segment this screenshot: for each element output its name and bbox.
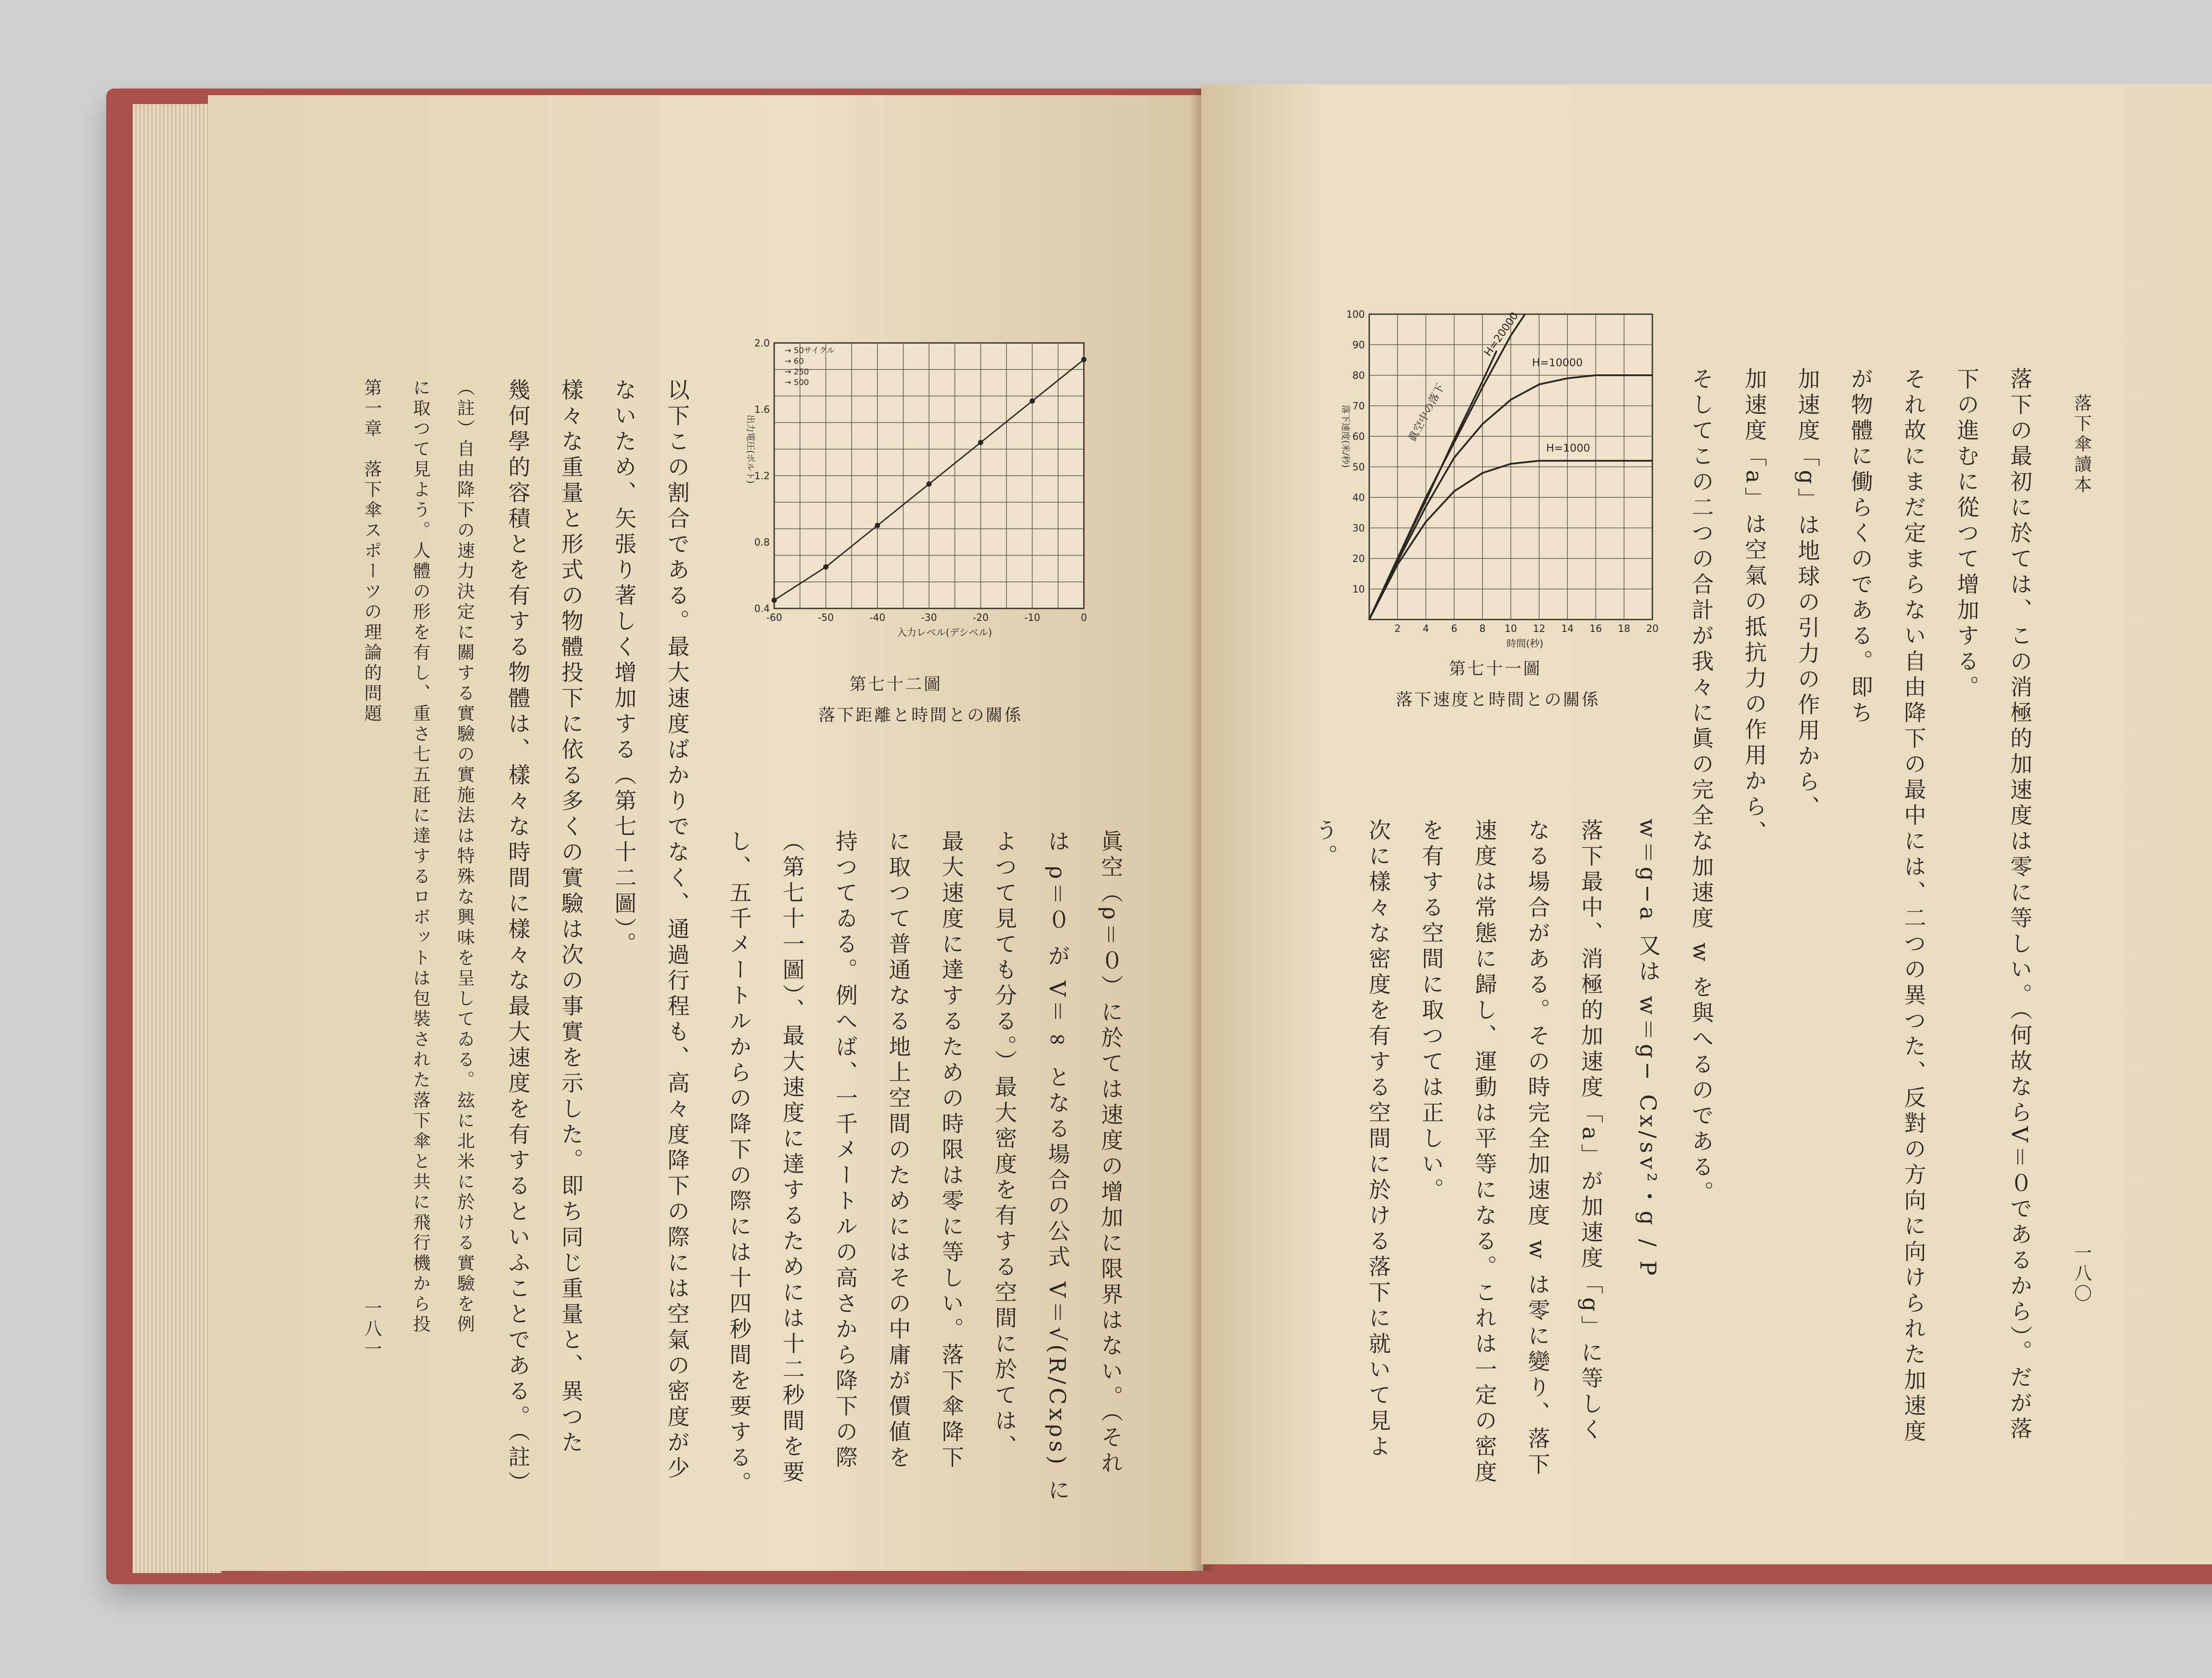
legend-entry: → 500 <box>784 377 809 387</box>
left-text-col-10: ないため、矢張り著しく增加する（第七十二圖）。 <box>611 378 637 958</box>
right-text-col-14: う。 <box>1312 819 1338 870</box>
left-text-col-4: 最大速度に達するための時限は零に等しい。落下傘降下 <box>938 830 964 1471</box>
right-text-col-2: 下の進むに從つて增加する。 <box>1954 367 1979 701</box>
y-axis-label: 出力電圧(ボルト) <box>745 415 756 484</box>
figure-72-chart <box>721 325 1119 681</box>
right-text-col-1: 落下の最初に於ては、この消極的加速度は零に等しい。（何故ならV＝０であるから）。だが落 <box>2007 367 2032 1443</box>
x-tick-label: 6 <box>1451 623 1457 635</box>
right-text-col-12: を有する空間に取つては正しい。 <box>1418 819 1444 1204</box>
right-text-col-5: 加速度「g」は地球の引力の作用から、 <box>1794 367 1820 822</box>
left-text-col-6: 持つてゐる。例へば、一千メートルの高さから降下の際 <box>832 830 858 1471</box>
series-label-h10000: H=10000 <box>1532 356 1583 369</box>
chapter-footer: 第一章 落下傘スポーツの理論的問題 <box>361 378 382 724</box>
x-tick-label: 2 <box>1394 623 1401 635</box>
note-col-2: に取つて見よう。人體の形を有し、重さ七五瓩に達するロボットは包裝された落下傘と共に飛行機から投 <box>410 378 430 1335</box>
y-tick-label: 100 <box>1346 309 1365 320</box>
right-text-col-3: それ故にまだ定まらない自由降下の最中には、二つの異つた、反對の方向に向けられた加速度 <box>1901 367 1926 1445</box>
running-head: 落下傘讀本 <box>2071 394 2092 496</box>
note-col-1: （註）自由降下の速力決定に關する實驗の實施法は特殊な興味を呈してゐる。玆に北米に於ける實驗を例 <box>454 378 475 1335</box>
x-tick-label: -50 <box>818 612 834 623</box>
y-tick-label: 60 <box>1352 431 1365 443</box>
left-text-col-5: に取つて普通なる地上空間のためにはその中庸が價値を <box>885 830 911 1471</box>
legend-entry: → 250 <box>784 367 809 377</box>
right-text-col-11: 速度は常態に歸し、運動は平等になる。これは一定の密度 <box>1471 819 1497 1486</box>
y-tick-label: 90 <box>1352 340 1365 351</box>
y-tick-label: 10 <box>1352 584 1365 595</box>
y-axis-label: 落下速度(米/秒) <box>1340 404 1351 468</box>
data-point <box>823 564 829 570</box>
x-tick-label: -10 <box>1024 612 1041 623</box>
x-axis-label: 時間(秒) <box>1506 639 1544 650</box>
x-tick-label: -60 <box>766 612 782 623</box>
data-point <box>1081 357 1087 362</box>
series-label-h20000: H=20000 <box>1481 310 1521 359</box>
left-text-col-9: 以下この割合である。最大速度ばかりでなく、通過行程も、高々度降下の際には空氣の密度が少 <box>664 378 690 1482</box>
y-tick-label: 1.2 <box>754 471 770 482</box>
series-label-h1000: H=1000 <box>1546 442 1590 454</box>
left-text-col-2: は ρ＝０ が V＝∞ となる場合の公式 V＝√(R/Cxρs) に <box>1045 830 1070 1504</box>
right-text-col-7: そしてこの二つの合計が我々に眞の完全な加速度 w を與へるのである。 <box>1688 367 1714 1207</box>
left-page-number: 一八一 <box>361 1299 382 1360</box>
legend-entry: → 60 <box>784 356 804 366</box>
x-tick-label: 18 <box>1618 623 1630 635</box>
right-text-col-13: 次に樣々な密度を有する空間に於ける落下に就いて見よ <box>1365 819 1391 1460</box>
y-tick-label: 20 <box>1352 554 1365 565</box>
y-tick-label: 0.8 <box>754 537 770 548</box>
data-point <box>772 597 777 603</box>
left-page <box>208 95 1203 1571</box>
figure-72-svg <box>721 325 1119 679</box>
x-tick-label: -40 <box>869 612 886 623</box>
y-tick-label: 70 <box>1352 401 1365 412</box>
x-tick-label: 4 <box>1423 623 1429 635</box>
x-tick-label: -30 <box>921 612 937 623</box>
y-tick-label: 40 <box>1352 493 1365 504</box>
data-point <box>926 481 932 487</box>
legend-entry: → 50サイクル <box>784 346 835 355</box>
right-text-col-4: が物體に働らくのである。即ち <box>1847 367 1873 727</box>
x-tick-label: 10 <box>1505 623 1517 635</box>
x-tick-label: -20 <box>972 612 989 623</box>
y-tick-label: 1.6 <box>754 404 770 416</box>
x-tick-label: 8 <box>1479 623 1486 635</box>
figure-71-number: 第七十一圖 <box>1449 659 1542 678</box>
x-axis-label: 入力レベル(デシベル) <box>897 627 992 639</box>
x-tick-label: 14 <box>1561 623 1574 635</box>
left-text-col-3: よつて見ても分る。）最大密度を有する空間に於ては、 <box>991 830 1017 1460</box>
y-tick-label: 50 <box>1352 462 1365 473</box>
annotation-vacuum: 眞空中の落下 <box>1406 381 1447 444</box>
figure-72-caption: 落下距離と時間との關係 <box>818 705 1023 725</box>
x-tick-label: 0 <box>1081 612 1087 623</box>
right-text-col-10: なる場合がある。その時完全加速度 w は零に變り、落下 <box>1525 819 1550 1478</box>
figure-71-chart <box>1334 305 1670 652</box>
x-tick-label: 16 <box>1590 623 1602 635</box>
figure-71-caption: 落下速度と時間との關係 <box>1396 690 1601 709</box>
figure-71-svg <box>1334 305 1670 650</box>
y-tick-label: 2.0 <box>754 338 770 349</box>
data-point <box>1029 398 1035 404</box>
data-point <box>978 440 983 445</box>
left-text-col-12: 幾何學的容積とを有する物體は、樣々な時間に樣々な最大速度を有するといふことである。（註） <box>505 378 530 1497</box>
right-page <box>1201 84 2212 1564</box>
left-text-col-1: 眞空（ρ＝０）に於ては速度の增加に限界はない。（それ <box>1098 830 1123 1477</box>
x-tick-label: 20 <box>1646 623 1659 635</box>
figure-72-number: 第七十二圖 <box>849 674 943 694</box>
right-page-number: 一八〇 <box>2071 1243 2092 1305</box>
data-point <box>875 523 880 528</box>
right-text-col-6: 加速度「a」は空氣の抵抗力の作用から、 <box>1741 367 1767 846</box>
left-text-col-11: 樣々な重量と形式の物體投下に依る多くの實驗は次の事實を示した。即ち同じ重量と、異つた <box>558 378 584 1456</box>
y-tick-label: 0.4 <box>754 604 770 615</box>
right-text-col-9: 落下最中、消極的加速度「a」が加速度「g」に等しく <box>1578 819 1603 1443</box>
left-text-col-8: し、五千メートルからの降下の際には十四秒間を要する。 <box>726 830 752 1497</box>
y-tick-label: 30 <box>1352 523 1365 534</box>
y-tick-label: 80 <box>1352 370 1365 381</box>
x-tick-label: 12 <box>1533 623 1545 635</box>
left-text-col-7: （第七十一圖）、最大速度に達するためには十二秒間を要 <box>779 830 805 1486</box>
formula: w＝g−a 又は w＝g− Cx/sv²・g / P <box>1635 819 1661 1279</box>
